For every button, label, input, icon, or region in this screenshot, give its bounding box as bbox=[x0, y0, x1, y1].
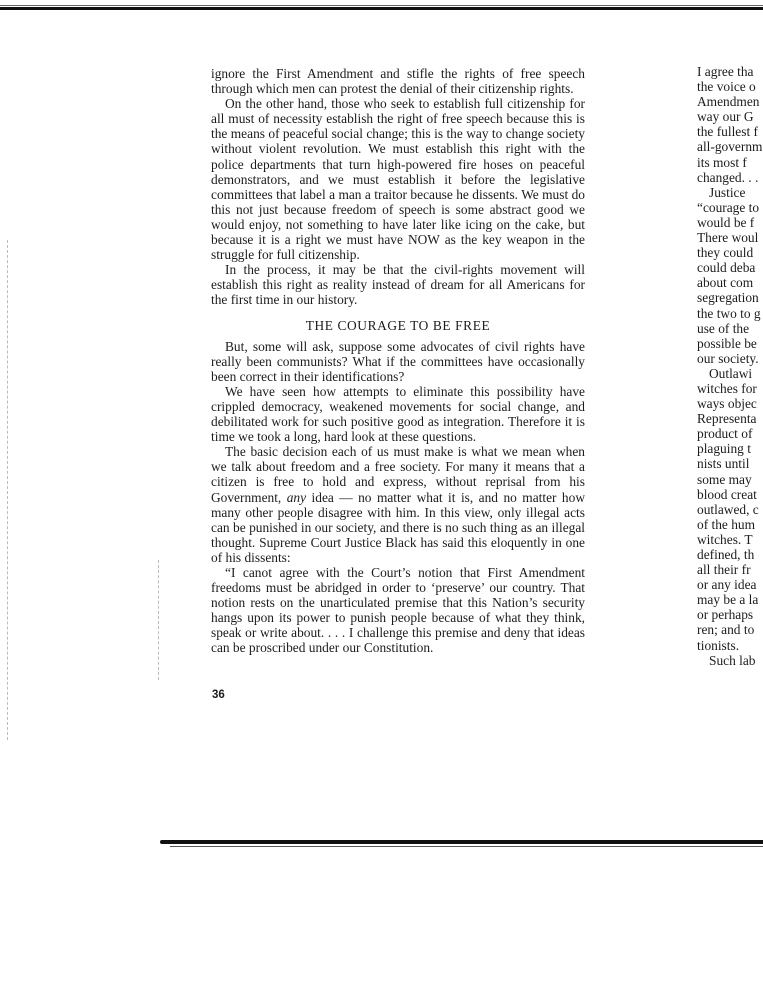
text-line: would be f bbox=[697, 214, 755, 230]
text-line: Amendmen bbox=[697, 94, 760, 110]
text-line: I agree tha bbox=[697, 64, 754, 79]
text-line: defined, th bbox=[697, 547, 755, 562]
text-line: of the hum bbox=[697, 516, 756, 532]
text-line: blood creat bbox=[697, 486, 757, 502]
text-line: nists until bbox=[697, 456, 750, 472]
text-line: There woul bbox=[697, 230, 759, 246]
text-line: Such lab bbox=[709, 652, 756, 668]
text-line: its most f bbox=[697, 154, 747, 170]
paragraph: In the process, it may be that the civil-rights movement will establish this right as reality instead of dream for all Americans for the first time in our history. bbox=[211, 262, 585, 308]
left-text-column bbox=[211, 66, 585, 656]
page-number: 36 bbox=[212, 689, 225, 701]
text-line: they could bbox=[697, 245, 754, 261]
text-line: Justice bbox=[709, 184, 746, 200]
paragraph: ignore the First Amendment and stifle the rights of free speech through which men can protest the denial of their citizenship rights. bbox=[211, 66, 585, 97]
text-line: or perhaps bbox=[697, 607, 754, 623]
paragraph bbox=[211, 444, 585, 565]
text-line: the fullest f bbox=[697, 124, 758, 140]
text-line: Representa bbox=[697, 411, 757, 427]
scan-margin-mark bbox=[158, 560, 160, 680]
scan-margin-mark bbox=[7, 240, 9, 740]
text-line: the voice o bbox=[697, 79, 756, 95]
text-line: “courage to bbox=[697, 199, 760, 215]
text-line: product of bbox=[697, 426, 753, 442]
bottom-rule bbox=[160, 840, 763, 844]
text-line: possible be bbox=[697, 335, 757, 351]
right-text-column bbox=[697, 64, 763, 668]
text-line: could deba bbox=[697, 260, 756, 276]
top-rule bbox=[0, 7, 763, 10]
text-line: Outlawi bbox=[709, 365, 753, 381]
text-line: plaguing t bbox=[697, 441, 751, 457]
text-line: witches. T bbox=[697, 531, 753, 547]
text-line: all their fr bbox=[697, 562, 751, 578]
text-line: our society. bbox=[697, 350, 759, 366]
text-line: some may bbox=[697, 471, 752, 487]
text-line: ways objec bbox=[697, 396, 757, 412]
paragraph: On the other hand, those who seek to establish full citizenship for all must of necessity establish the right of free speech because this is the means of peaceful social change; this is the way to change society without violent revolution. We must establish this right with the police departments that turn high-powered fire hoses on peaceful demonstrators, and we must establish it before the legislative committees that label a man a traitor because he dissents. We must do this not just because freedom of speech is some abstract good we would enjoy, not something to have later like icing on the cake, but because it is a right we must have NOW as the key weapon in the struggle for full citizenship. bbox=[211, 96, 585, 263]
text-line: all-governm bbox=[697, 139, 763, 155]
text-line: witches for bbox=[697, 380, 757, 396]
paragraph: We have seen how attempts to eliminate this possibility have crippled democracy, weakened movements for social change, and debilitated work for such positive good as integration. Therefore it is time we took a long, hard look at these questions. bbox=[211, 383, 585, 445]
text-line: tionists. bbox=[697, 637, 740, 653]
text-line: outlawed, c bbox=[697, 501, 759, 517]
paragraph: But, some will ask, suppose some advocates of civil rights have really been communists? What if the committees have occasionally been correct in their identifications? bbox=[211, 338, 585, 384]
block-quote: “I canot agree with the Court’s notion that First Amendment freedoms must be abridged in order to ‘preserve’ our country. That notion rests on the unarticulated premise that this Nation’s security hangs upon its power to punish people because of what they think, speak or write about. . . . I challenge this premise and deny that ideas can be proscribed under our Constitution. bbox=[211, 565, 585, 656]
text-line: about com bbox=[697, 275, 754, 291]
top-scan-line bbox=[0, 5, 763, 6]
text-run: The basic decision each of us must make is what we mean when we talk about freedom and a free society. For many it means that a citizen is free to hold and express, without reprisal from his Government, bbox=[211, 444, 585, 505]
text-line: may be a la bbox=[697, 592, 759, 608]
text-line: ren; and to bbox=[697, 622, 755, 638]
text-line: changed. . . bbox=[697, 169, 759, 185]
text-line: use of the bbox=[697, 320, 750, 336]
text-line: segregation bbox=[697, 290, 759, 306]
text-run: idea — no matter what it is, and no matter how many other people disagree with him. In this view, only illegal acts can be punished in our society, and there is no such thing as an illegal thought. Supreme Court Justice Black has said this eloquently in one of his dissents: bbox=[211, 489, 585, 565]
emphasis: any bbox=[286, 489, 307, 505]
text-line: or any idea bbox=[697, 577, 757, 593]
text-line: way our G bbox=[697, 109, 754, 125]
section-heading: THE COURAGE TO BE FREE bbox=[305, 317, 491, 333]
bottom-scan-line bbox=[170, 846, 763, 847]
text-line: the two to g bbox=[697, 305, 761, 321]
